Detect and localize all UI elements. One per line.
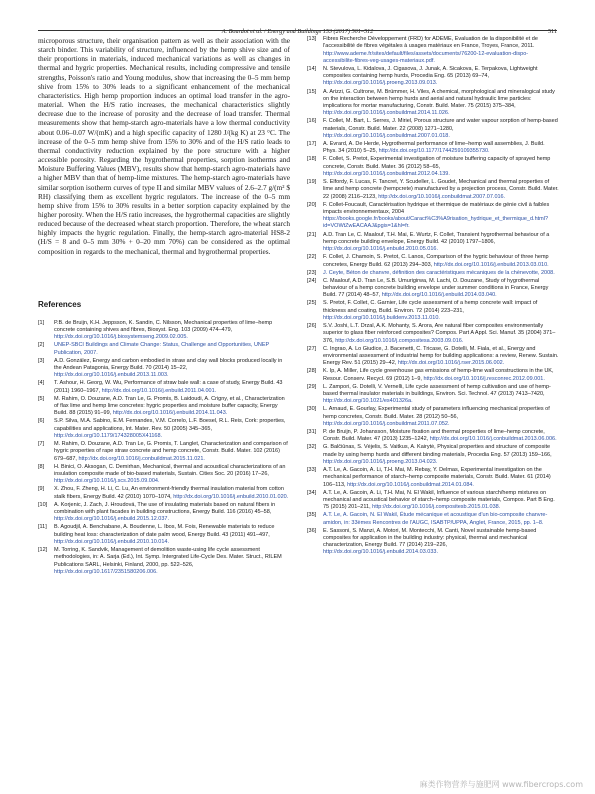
reference-item [307, 300, 559, 322]
reference-citation: F. Collet-Foucault, Caractérisation hydrique et thermique de matériaux de génie civil à faibles impacts environnementaux, 2004 [323, 201, 550, 215]
reference-link[interactable]: http://dx.doi.org/10.1016/j.proeng.2013.09.013. [323, 80, 438, 87]
reference-number: [30] [307, 406, 317, 413]
reference-citation: G. Balčiūnas, S. Vėjelis, S. Vaitkus, A. Kairytė, Physical properties and structure of composite made by using hemp hurds and different binding materials, Procedia Eng. 57 (2013) 159–166, [323, 444, 552, 458]
reference-number: [2] [38, 342, 45, 349]
reference-number: [27] [307, 345, 317, 352]
reference-link[interactable]: http://dx.doi.org/10.1016/j.compositesa.2003.09.016. [335, 337, 464, 344]
reference-number: [20] [307, 201, 317, 208]
reference-citation: L. Arnaud, E. Gourlay, Experimental study of parameters influencing mechanical properties of hemp concretes, Constr. Build. Mater. 28 (2012) 50–56, [323, 406, 550, 420]
reference-text [323, 36, 559, 65]
reference-text [323, 528, 559, 557]
reference-number: [28] [307, 368, 317, 375]
reference-citation: M. Rahim, O. Douzane, A.D. Tran Le, G. Promis, T. Langlet, Characterization and comparison of hygric properties of rape straw concrete and hemp concrete, Constr. Build. Mater. 102 (2016) 679–687, [54, 441, 288, 462]
reference-citation: A. Arizzi, G. Cultrone, M. Brümmer, H. Viles, A chemical, morphological and mineralogical study on the interaction between hemp hurds and aerial and natural hydraulic lime particles: implications for mortar manufacturing, Constr. Build. Mater. 75 (2015) 375–384, [323, 88, 555, 110]
reference-item [307, 528, 559, 557]
reference-citation: S.V. Joshi, L.T. Drzal, A.K. Mohanty, S. Arora, Are natural fiber composites environmentally superior to glass fiber reinforced composites? Compos. Part A Appl. Sci. Manuf. 35 (2004) 371–376, [323, 323, 556, 344]
reference-text [323, 270, 559, 277]
reference-citation: A.T. Le, A. Gacoin, A. Li, T.H. Mai, N. El Wakil, Influence of various starch/hemp mixtures on mechanical and acoustical behavior of starch–hemp composite materials, Compos. Part B Eng. 75 (2015) 201–211, [323, 489, 555, 511]
reference-citation: K. Ip, A. Miller, Life cycle greenhouse gas emissions of hemp-lime wall constructions in the UK, Resour. Conserv. Recycl. 69 (2012) 1–9, [323, 368, 554, 382]
reference-item [38, 358, 290, 380]
reference-number: [5] [38, 395, 45, 402]
reference-text [54, 486, 290, 501]
reference-link[interactable]: http://dx.doi.org/10.1016/j.enbuild.2014.11.043. [112, 410, 228, 417]
reference-citation: M. Torring, K. Sandvik, Management of demolition waste-using life cycle assessment methodologies, in: A. Sarja (Ed.), Int. Symp. Intergrated Life-Cycle Des. Mater. Struct., RILEM Publications SARL, Helsinki, Finland, 2000, pp. 522–526, [54, 547, 282, 568]
journal-citation: A. Bourdot et al. / Energy and Buildings 153 (2017) 501–512 [221, 28, 374, 35]
reference-number: [3] [38, 357, 45, 364]
reference-item [307, 66, 559, 88]
reference-item [307, 512, 559, 527]
reference-number: [6] [38, 418, 45, 425]
reference-citation: T. Ashour, H. Georg, W. Wu, Performance of straw bale wall: a case of study, Energy Build. 43 (2011) 1960–1967, [54, 380, 283, 394]
reference-citation: A. Korjenic, J. Zach, J. Hroudová, The use of insulating materials based on natural fibers in combination with plant facades in building constructions, Energy Build. 116 (2016) 45–58, [54, 501, 276, 516]
reference-text [323, 490, 559, 512]
reference-text [323, 156, 559, 178]
reference-citation: F. Collet, S. Pretot, Experimental investigation of moisture buffering capacity of sprayed hemp concrete, Constr. Build. Mater. 36 (2012) 58–65, [323, 156, 551, 170]
reference-text [323, 278, 559, 300]
reference-link[interactable]: http://dx.doi.org/10.1016/j.conbuildmat.2013.06.006. [429, 436, 557, 443]
reference-number: [4] [38, 380, 45, 387]
reference-item [307, 202, 559, 231]
reference-citation: A.D. Tran Le, C. Maalouf, T.H. Mai, E. Wurtz, F. Collet, Transient hygrothermal behaviour of a hemp concrete building envelope, Energy Build. 42 (2010) 1797–1806, [323, 231, 550, 245]
reference-link[interactable]: A.T. Le, A. Gacoin, N. El Wakil, Étude mécanique et acoustique d'un bio-composite chanvre-amidon, in: 33èmes Rencontres de l'AUGC, ISABTP/UPPA, Anglet, France, 2015, pp. 1–8. [323, 512, 548, 526]
reference-text [323, 444, 559, 466]
reference-item [307, 141, 559, 156]
reference-text [323, 467, 559, 489]
reference-item [38, 418, 290, 440]
reference-text [323, 429, 559, 444]
reference-link[interactable]: http://dx.doi.org/10.1016/j.enbuild.2010.05.016. [323, 246, 438, 253]
reference-citation: Fibres Recherche Développement (FRD) for ADEME, Evaluation de la disponibilité et de l'accessibilité de fibres végétales à usages matériaux en France, Troyes, France, 2011. [323, 36, 538, 50]
reference-text [323, 254, 559, 269]
reference-number: [15] [307, 88, 317, 95]
reference-text [323, 406, 559, 428]
reference-link[interactable]: http://dx.doi.org/10.1021/es401326a. [323, 398, 413, 405]
reference-number: [18] [307, 156, 317, 163]
reference-text [54, 464, 290, 486]
reference-number: [9] [38, 486, 45, 493]
reference-link[interactable]: http://dx.doi.org/10.1016/j.conbuildmat.2014.11.026. [323, 110, 450, 117]
reference-number: [32] [307, 444, 317, 451]
reference-link[interactable]: http://dx.doi.org/10.1016/j.enbuild.2015.12.037. [54, 516, 169, 523]
reference-item [307, 323, 559, 345]
reference-text [323, 512, 559, 527]
reference-number: [22] [307, 254, 317, 261]
reference-number: [35] [307, 512, 317, 519]
reference-item [307, 467, 559, 489]
reference-text [54, 524, 290, 546]
reference-text [54, 342, 290, 357]
reference-citation: S. Pretot, F. Collet, C. Garnier, Life cycle assessment of a hemp concrete wall: impact of thickness and coating, Build. Environ. 72 (2014) 223–231, [323, 300, 538, 314]
reference-number: [26] [307, 323, 317, 330]
reference-number: [11] [38, 524, 47, 531]
reference-citation: P. de Bruijn, P. Johansson, Moisture fixation and thermal properties of lime–hemp concrete, Constr. Build. Mater. 47 (2013) 1235–1242, [323, 429, 545, 443]
reference-link[interactable]: http://dx.doi.org/10.1016/j.enbuild.2013.03.010. [433, 261, 549, 268]
reference-item [307, 156, 559, 178]
reference-citation: E. Sassoni, S. Manzi, A. Motori, M. Montecchi, M. Canti, Novel sustainable hemp-based composites for application in the building industry: physical, thermal and mechanical characterization, Energy Build. 77 (2014) 219–226, [323, 527, 537, 549]
reference-link[interactable]: http://dx.doi.org/10.1016/j.conbuildmat.2012.04.139. [323, 170, 450, 177]
reference-number: [25] [307, 300, 317, 307]
references-heading: References [38, 299, 82, 309]
reference-number: [19] [307, 179, 317, 186]
references-list-right [307, 36, 559, 557]
reference-citation: S.P. Silva, M.A. Sabino, E.M. Fernandes, V.M. Correlo, L.F. Boesel, R.L. Reis, Cork: properties, capabilities and applications, Int. Mater. Rev. 50 (2005) 345–365, [54, 418, 286, 432]
reference-text [323, 118, 559, 140]
reference-item [38, 380, 290, 395]
reference-link[interactable]: http://dx.doi.org/10.1016/j.scs.2015.09.004. [54, 478, 160, 485]
reference-link[interactable]: http://dx.doi.org/10.1016/j.proeng.2013.04.023. [323, 458, 438, 465]
reference-text [54, 320, 290, 342]
reference-item [38, 486, 290, 501]
reference-link[interactable]: http://dx.doi.org/10.1016/j.biosystemseng.2009.02.005. [54, 334, 188, 341]
reference-link[interactable]: http://dx.doi.org/10.1016/j.conbuildmat.2011.07.052. [323, 420, 450, 427]
reference-item [307, 346, 559, 368]
reference-text [54, 418, 290, 440]
reference-item [307, 89, 559, 118]
reference-number: [12] [38, 547, 48, 554]
reference-link[interactable]: J. Ceyte, Béton de chanvre, définition des caractéristiques mécaniques de la chènevotte, 2008. [323, 269, 555, 276]
reference-number: [1] [38, 319, 45, 326]
reference-number: [7] [38, 441, 45, 448]
reference-citation: C. Ingrao, A. Lo Giudice, J. Bacenetti, C. Tricase, G. Dotelli, M. Fiala, et al., Energy and environmental assessment of industrial hemp for building applications: a review, Renew. Sustain. Energy Rev. 51 (2015) 29–42, [323, 345, 559, 367]
reference-text [323, 323, 559, 345]
reference-citation: A.D. González, Energy and carbon embodied in straw and clay wall blocks produced locally in the Andean Patagonia, Energy Build. 70 (2014) 15–22, [54, 357, 283, 372]
left-column [38, 36, 290, 577]
reference-item [307, 406, 559, 428]
reference-link[interactable]: http://dx.doi.org/10.1016/j.conbuildmat.2015.11.021. [78, 455, 205, 462]
reference-text [323, 141, 559, 156]
reference-link[interactable]: http://dx.doi.org/10.1016/j.enbuild.2014.03.033. [323, 549, 438, 556]
reference-item [307, 490, 559, 512]
reference-number: [17] [307, 141, 317, 148]
reference-link[interactable]: https://books.google.fr/books/about/Caract%C3%A9risation_hydrique_et_thermique_d.html?id=VOWtZwEACAAJ&pgis=1&hl=fr. [323, 216, 549, 230]
reference-citation: B. Agoudjil, A. Benchabane, A. Boudenne, L. Ibos, M. Fois, Renewable materials to reduce building heat loss: characterization of date palm wood, Energy Build. 43 (2011) 491–497, [54, 524, 275, 538]
reference-text [323, 179, 559, 201]
reference-number: [14] [307, 65, 317, 72]
reference-text [323, 232, 559, 254]
reference-citation: A.T. Le, A. Gacoin, A. Li, T.H. Mai, M. Rebay, Y. Delmas, Experimental investigation on the mechanical performance of starch–hemp composite materials, Constr. Build. Mater. 61 (2014) 106–113, [323, 467, 551, 488]
header-rule [38, 30, 557, 31]
reference-citation: X. Zhou, F. Zheng, H. Li, C. Lu, An environment-friendly thermal insulation material from cotton stalk fibers, Energy Build. 42 (2010) 1070–1074, [54, 486, 284, 500]
reference-text [323, 346, 559, 368]
reference-citation: N. Stevulova, L. Kidalova, J. Cigasova, J. Junak, A. Sicakova, E. Terpakova, Lightweight composites containing hemp hurds, Procedia Eng. 65 (2013) 69–74, [323, 65, 538, 80]
reference-number: [13] [307, 36, 317, 42]
reference-number: [36] [307, 527, 317, 534]
reference-link[interactable]: http://dx.doi.org/10.1016/j.conbuildmat.2007.07.016. [378, 193, 506, 200]
reference-item [307, 278, 559, 300]
watermark: 麻类作物营养与施肥网 www.fibercrops.com [419, 780, 583, 789]
reference-number: [23] [307, 269, 317, 276]
reference-citation: F. Collet, M. Bart, L. Serres, J. Miriel, Porous structure and water vapour sorption of hemp-based materials, Constr. Build. Mater. 22 (2008) 1271–1280, [323, 118, 558, 132]
reference-text [323, 368, 559, 383]
reference-citation: A. Evrard, A. De Herde, Hygrothermal performance of lime–hemp wall assemblies, J. Build. Phys. 34 (2010) 5–25, [323, 141, 545, 155]
reference-item [307, 270, 559, 277]
right-column [307, 36, 559, 558]
reference-link[interactable]: http://dx.doi.org/10.1016/j.resconrec.2012.09.001. [423, 375, 545, 382]
reference-number: [33] [307, 467, 317, 474]
reference-item [38, 547, 290, 576]
reference-item [38, 502, 290, 524]
reference-item [38, 342, 290, 357]
reference-item [307, 232, 559, 254]
reference-link[interactable]: http://www.ademe.fr/sites/default/files/assets/documents/76200-12-evaluation-dispo-accessibilite-fibres-veg-usages-materiaux.pdf. [323, 50, 529, 64]
reference-text [323, 89, 559, 118]
reference-citation: M. Rahim, O. Douzane, A.D. Tran Le, G. Promis, B. Laidoudi, A. Crigny, et al., Characterization of flax lime and hemp lime concretes: hygric properties and moisture buffer capacity, Energy Build. 88 (2015) 91–99, [54, 395, 285, 417]
reference-item [307, 429, 559, 444]
reference-number: [8] [38, 463, 45, 470]
reference-link[interactable]: http://dx.doi.org/10.1016/j.compositesb.2015.01.038. [372, 504, 501, 511]
reference-link[interactable]: http://dx.doi.org/10.1617/2351580206.006. [54, 568, 158, 575]
reference-text [54, 502, 290, 524]
reference-citation: S. Elfordy, F. Lucas, F. Tancret, Y. Scudeller, L. Goudet, Mechanical and thermal properties of lime and hemp concrete (hempcrete) manufactured by a projection process, Constr. Build. Mater. 22 (2008) 2116–2123, [323, 179, 559, 200]
reference-citation: L. Zampori, G. Dotelli, V. Vernelli, Life cycle assessment of hemp cultivation and use of hemp-based thermal insulator materials in buildings, Environ. Sci. Technol. 47 (2013) 7413–7420, [323, 383, 551, 397]
reference-item [38, 441, 290, 463]
reference-item [307, 368, 559, 383]
references-list-left [38, 320, 290, 576]
reference-text [323, 384, 559, 406]
reference-link[interactable]: http://dx.doi.org/10.1016/j.buildenv.2013.11.010. [323, 314, 440, 321]
reference-link[interactable]: http://dx.doi.org/10.1016/j.conbuildmat.2007.01.018. [323, 132, 450, 139]
reference-item [307, 179, 559, 201]
reference-link[interactable]: http://dx.doi.org/10.1016/j.enbuild.2010.01.020. [173, 493, 289, 500]
reference-text [54, 547, 290, 576]
reference-number: [29] [307, 383, 317, 390]
reference-link[interactable]: http://dx.doi.org/10.1179/174328005X41168. [54, 432, 163, 439]
reference-link[interactable]: http://dx.doi.org/10.1016/j.rser.2015.06.002. [397, 360, 505, 367]
reference-item [38, 396, 290, 418]
reference-item [307, 254, 559, 269]
reference-citation: C. Maalouf, A.D. Tran Le, S.B. Umurigirwa, M. Lachi, O. Douzane, Study of hygrothermal behaviour of a hemp concrete building envelope under summer conditions in France, Energy Build. 77 (2014) 48–57, [323, 277, 549, 299]
reference-item [307, 384, 559, 406]
reference-item [307, 444, 559, 466]
reference-text [54, 441, 290, 463]
reference-text [54, 380, 290, 395]
reference-link[interactable]: http://dx.doi.org/10.1016/j.enbuild.2014.03.040. [381, 292, 497, 299]
reference-item [38, 320, 290, 342]
reference-item [38, 464, 290, 486]
page-number: 511 [547, 28, 557, 35]
reference-link[interactable]: UNEP-SBCI Buildings and Climate Change: Status, Challenge and Opportunities, UNEP Publication, 2007. [54, 342, 270, 356]
reference-text [54, 358, 290, 380]
reference-link[interactable]: http://dx.doi.org/10.1016/j.enbuild.2013.11.003. [54, 372, 169, 379]
reference-citation: H. Binici, O. Aksogan, C. Demirhan, Mechanical, thermal and acoustical characterizations of an insulation composite made of bio-based materials, Sustain. Cities Soc. 20 (2016) 17–26, [54, 463, 286, 477]
conclusion-paragraph: microporous structure, their organisation pattern as well as their association with the starch binder. This variability of structure, influenced by the hemp shive size and of their proportions in materials, induced mechanical variations as well as changes in thermal and hygric properties. Mechanical results, including compressive and tensile strengths, Poisson's ratio and Young modulus, show that increasing the 0–5 mm hemp shive from 15% to 30% leads to a significant enhancement of the mechanical characteristics. High hemp proportion induces an optimal load transfer in the agro-material. When the H/S ratio increases, the mechanical characteristics slightly decrease due to the increase of porosity and the decrease of load transfer. Thermal measurements show that hemp-starch agro-materials have a low thermal conductivity about 0.06–0.07 W/(mK) and a high specific capacity of 1280 J/(kg K) at 23 °C. The increase of the 0–5 mm hemp shive from 15% to 30% and of the H/S ratio leads to thermal conductivity reduction explained by the pore structure with a higher accessible porosity. Regarding the hygrothermal properties, sorption isotherms and Moisture Buffering Values (MBV), results show that hemp-starch agro-materials have a higher MBV than that of hemp-lime mixtures. The hemp-starch agro-materials have similar sorption isotherm curves of type II and similar MBV values of 2.6–2.7 g/(m² $ RH) classifying them as excellent hygric regulators. The increase of the 0–5 mm hemp shive from 15% to 30% results in a better sorption capacity explained by the higher porosity. When the H/S ratio increases, the hygrothermal capacities are slightly reduced because of the decreased wheat starch proportion. Therefore, the wheat starch highly impacts the hygric regulation. Finally, the hemp-starch agro-material HS8-2 (H/S = 8 and 0–5 mm 30% + 0–20 mm 70%) can be considered as the optimal composition in regards to the mechanical, thermal and hygrothermal properties. [38, 36, 290, 256]
reference-number: [24] [307, 277, 317, 284]
reference-citation: P.B. de Bruijn, K.H. Jeppsson, K. Sandin, C. Nilsson, Mechanical properties of lime–hemp concrete containing shives and fibres, Biosyst. Eng. 103 (2009) 474–479, [54, 319, 273, 333]
reference-text [54, 396, 290, 418]
reference-number: [16] [307, 118, 317, 125]
reference-item [307, 36, 559, 65]
reference-link[interactable]: http://dx.doi.org/10.1177/1744259109355730. [378, 148, 490, 155]
reference-text [323, 202, 559, 231]
reference-number: [34] [307, 489, 317, 496]
reference-link[interactable]: http://dx.doi.org/10.1016/j.conbuildmat.2014.01.084. [347, 481, 474, 488]
reference-number: [10] [38, 501, 48, 508]
reference-number: [31] [307, 429, 317, 436]
reference-link[interactable]: http://dx.doi.org/10.1016/j.enbuild.2010.10.014. [54, 538, 169, 545]
reference-number: [21] [307, 231, 317, 238]
reference-text [323, 300, 559, 322]
reference-item [38, 524, 290, 546]
reference-item [307, 118, 559, 140]
reference-link[interactable]: http://dx.doi.org/10.1016/j.enbuild.2011.04.001. [101, 387, 217, 394]
reference-text [323, 66, 559, 88]
reference-citation: F. Collet, J. Chamoin, S. Pretot, C. Lanos, Comparison of the hygric behaviour of three hemp concretes, Energy Build. 62 (2013) 294–303, [323, 254, 549, 268]
